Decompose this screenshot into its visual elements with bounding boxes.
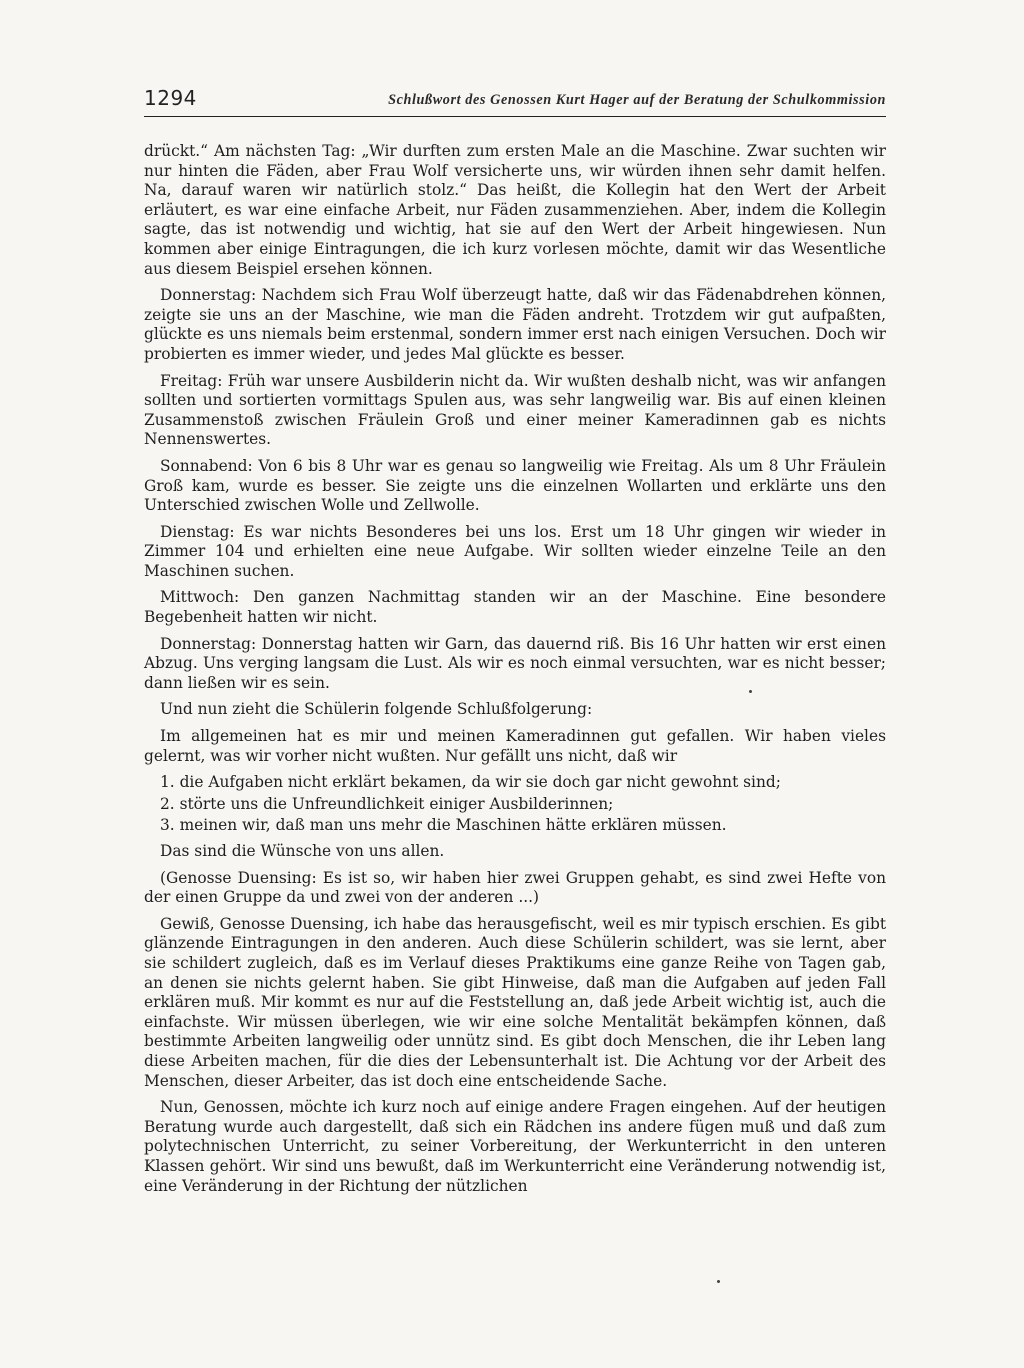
paragraph: Gewiß, Genosse Duensing, ich habe das herausgefischt, weil es mir typisch erschien. Es gibt glänzende Eintragungen in den anderen. Auch diese Schülerin schildert, was sie lernt, aber sie schildert zugleich, daß es im Verlauf dieses Praktikums eine ganze Reihe von Tagen gab, an denen sie nichts gelernt haben. Sie gibt Hinweise, daß man die Aufgaben auf jeden Fall erklären muß. Mir kommt es nur auf die Feststellung an, daß jede Arbeit wichtig ist, auch die einfachste. Wir müssen überlegen, wie wir eine solche Mentalität bekämpfen können, daß bestimmte Arbeiten langweilig oder unnütz sind. Es gibt doch Menschen, die ihr Leben lang diese Arbeiten machen, für die dies der Lebensunterhalt ist. Die Achtung vor der Arbeit des Menschen, dieser Arbeiter, das ist doch eine entscheidende Sache. xyxy=(144,914,886,1090)
list-item: 2. störte uns die Unfreundlichkeit einiger Ausbilderinnen; xyxy=(160,794,614,813)
running-title: Schlußwort des Genossen Kurt Hager auf der Beratung der Schulkommission xyxy=(388,92,886,108)
paragraph: drückt.“ Am nächsten Tag: „Wir durften zum ersten Male an die Maschine. Zwar suchten wir nur hinten die Fäden, aber Frau Wolf versicherte uns, wir würden ihnen sehr damit helfen. Na, darauf waren wir natürlich stolz.“ Das heißt, die Kollegin hat den Wert der Arbeit erläutert, es war eine einfache Arbeit, nur Fäden zusammenziehen. Aber, indem die Kollegin sagte, das ist notwendig und wichtig, hat sie auf den Wert der Arbeit hingewiesen. Nun kommen aber einige Eintragungen, die ich kurz vorlesen möchte, damit wir das Wesentliche aus diesem Beispiel ersehen können. xyxy=(144,142,886,278)
paragraph: Dienstag: Es war nichts Besonderes bei uns los. Erst um 18 Uhr gingen wir wieder in Zimmer 104 und erhielten eine neue Aufgabe. Wir sollten wieder einzelne Teile an den Maschinen suchen. xyxy=(144,522,886,580)
paragraph: Und nun zieht die Schülerin folgende Schlußfolgerung: xyxy=(160,700,593,719)
paragraph: Das sind die Wünsche von uns allen. xyxy=(160,842,445,860)
paragraph: Donnerstag: Donnerstag hatten wir Garn, das dauernd riß. Bis 16 Uhr hatten wir erst einen Abzug. Uns verging langsam die Lust. Als wir es noch einmal versuchten, war es nicht besser; dann ließen wir es sein. xyxy=(144,634,886,692)
paragraph: Im allgemeinen hat es mir und meinen Kameradinnen gut gefallen. Wir haben vieles gelernt, was wir vorher nicht wußten. Nur gefällt uns nicht, daß wir xyxy=(144,727,886,765)
paragraph: Donnerstag: Nachdem sich Frau Wolf überzeugt hatte, daß wir das Fädenabdrehen können, zeigte sie uns an der Maschine, wie man die Fäden andreht. Trotzdem wir gut aufpaßten, glückte es uns niemals beim erstenmal, sondern immer erst nach einigen Versuchen. Doch wir probierten es immer wieder, und jedes Mal glückte es besser. xyxy=(144,286,886,363)
paragraph: Nun, Genossen, möchte ich kurz noch auf einige andere Fragen eingehen. Auf der heutigen Beratung wurde auch dargestellt, daß sich ein Rädchen ins andere fügen muß und daß zum polytechnischen Unterricht, zu seiner Vorbereitung, der Werkunterricht in den unteren Klassen gehört. Wir sind uns bewußt, daß im Werkunterricht eine Veränderung notwendig ist, eine Veränderung in der Richtung der nützlichen xyxy=(144,1098,886,1195)
print-speck xyxy=(749,690,752,693)
list-item: 3. meinen wir, daß man uns mehr die Maschinen hätte erklären müssen. xyxy=(160,816,727,835)
interjection: (Genosse Duensing: Es ist so, wir haben hier zwei Gruppen gehabt, es sind zwei Hefte von der einen Gruppe da und zwei von der anderen ...) xyxy=(144,868,886,907)
print-speck xyxy=(717,1280,720,1283)
paragraph: Mittwoch: Den ganzen Nachmittag standen wir an der Maschine. Eine besondere Begebenheit hatten wir nicht. xyxy=(144,588,886,627)
paragraph: Sonnabend: Von 6 bis 8 Uhr war es genau so langweilig wie Freitag. Als um 8 Uhr Fräulein Groß kam, wurde es besser. Sie zeigte uns die einzelnen Wollarten und erklärte uns den Unterschied zwischen Wolle und Zellwolle. xyxy=(144,456,886,515)
list-item: 1. die Aufgaben nicht erklärt bekamen, da wir sie doch gar nicht gewohnt sind; xyxy=(160,773,781,792)
page-number: 1294 xyxy=(144,86,197,110)
page-header xyxy=(144,86,886,117)
body-text xyxy=(144,142,886,1203)
paragraph: Freitag: Früh war unsere Ausbilderin nicht da. Wir wußten deshalb nicht, was wir anfangen sollten und sortierten vormittags Spulen aus, was sehr langweilig war. Bis auf einen kleinen Zusammenstoß zwischen Fräulein Groß und einer meiner Kameradinnen gab es nichts Nennenswertes. xyxy=(144,371,886,449)
